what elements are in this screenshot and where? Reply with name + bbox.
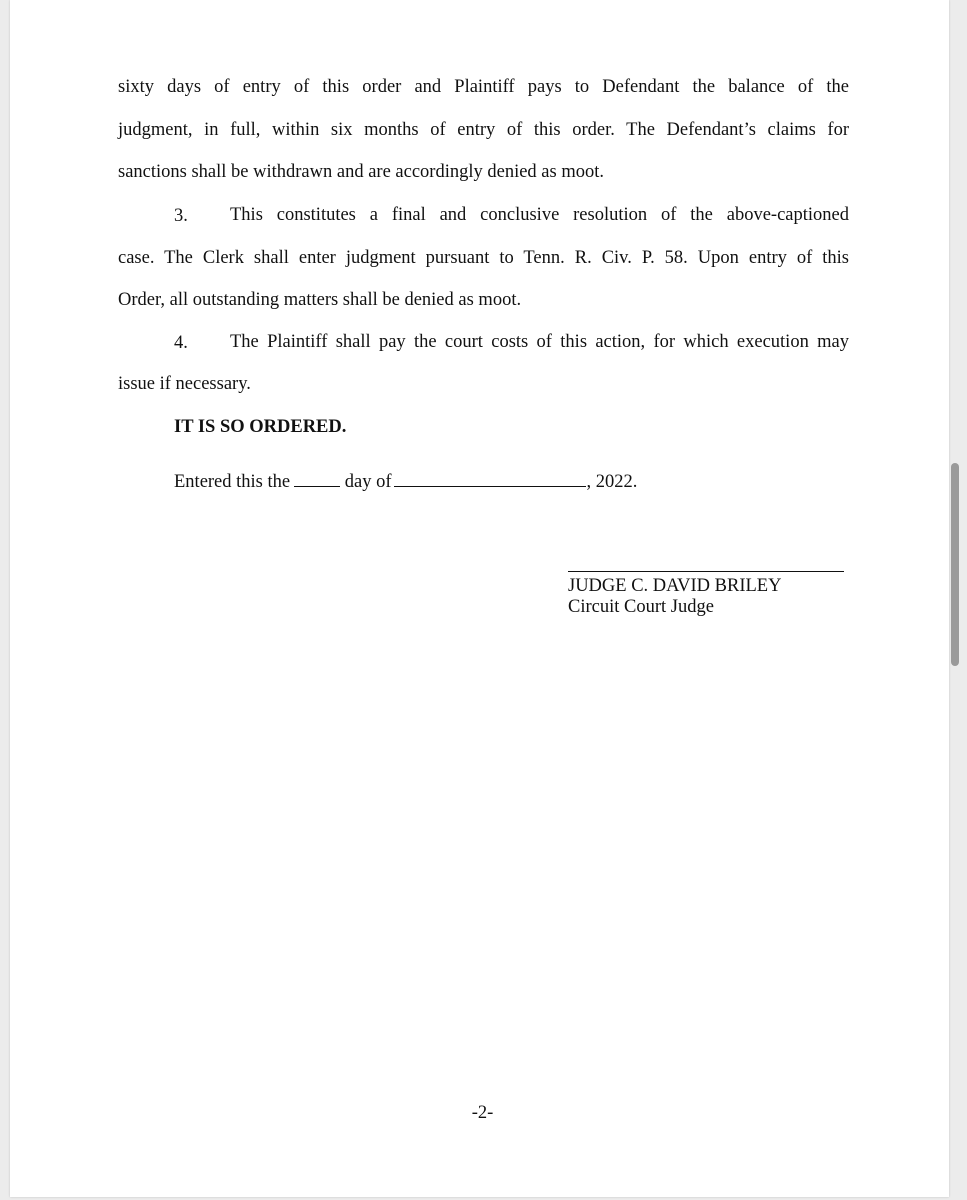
item-number: 3. — [174, 206, 188, 226]
judge-name: JUDGE C. DAVID BRILEY — [568, 576, 782, 596]
month-blank — [394, 470, 586, 487]
paragraph-line: This constitutes a final and conclusive resolution of the above-captioned — [230, 205, 849, 225]
order-heading: IT IS SO ORDERED. — [174, 417, 347, 437]
item-number: 4. — [174, 333, 188, 353]
paragraph-line: sixty days of entry of this order and Plaintiff pays to Defendant the balance of the — [118, 77, 849, 97]
entered-middle: day of — [344, 472, 392, 492]
vertical-scrollbar[interactable] — [951, 463, 959, 666]
entered-suffix: , 2022. — [586, 472, 638, 492]
entered-prefix: Entered this the — [174, 472, 291, 492]
paragraph-line: Order, all outstanding matters shall be denied as moot. — [118, 290, 522, 310]
paragraph-line: case. The Clerk shall enter judgment pursuant to Tenn. R. Civ. P. 58. Upon entry of this — [118, 248, 849, 268]
paragraph-line: judgment, in full, within six months of entry of this order. The Defendant’s claims for — [118, 120, 849, 140]
paragraph-line: issue if necessary. — [118, 374, 251, 394]
page-number: -2- — [471, 1103, 494, 1123]
entered-date-line — [174, 470, 637, 493]
paragraph-line: The Plaintiff shall pay the court costs of this action, for which execution may — [230, 332, 849, 352]
paragraph-line: sanctions shall be withdrawn and are accordingly denied as moot. — [118, 162, 604, 182]
document-page — [10, 0, 949, 1197]
judge-title: Circuit Court Judge — [568, 597, 714, 617]
signature-line — [568, 571, 844, 572]
day-blank — [294, 470, 340, 487]
